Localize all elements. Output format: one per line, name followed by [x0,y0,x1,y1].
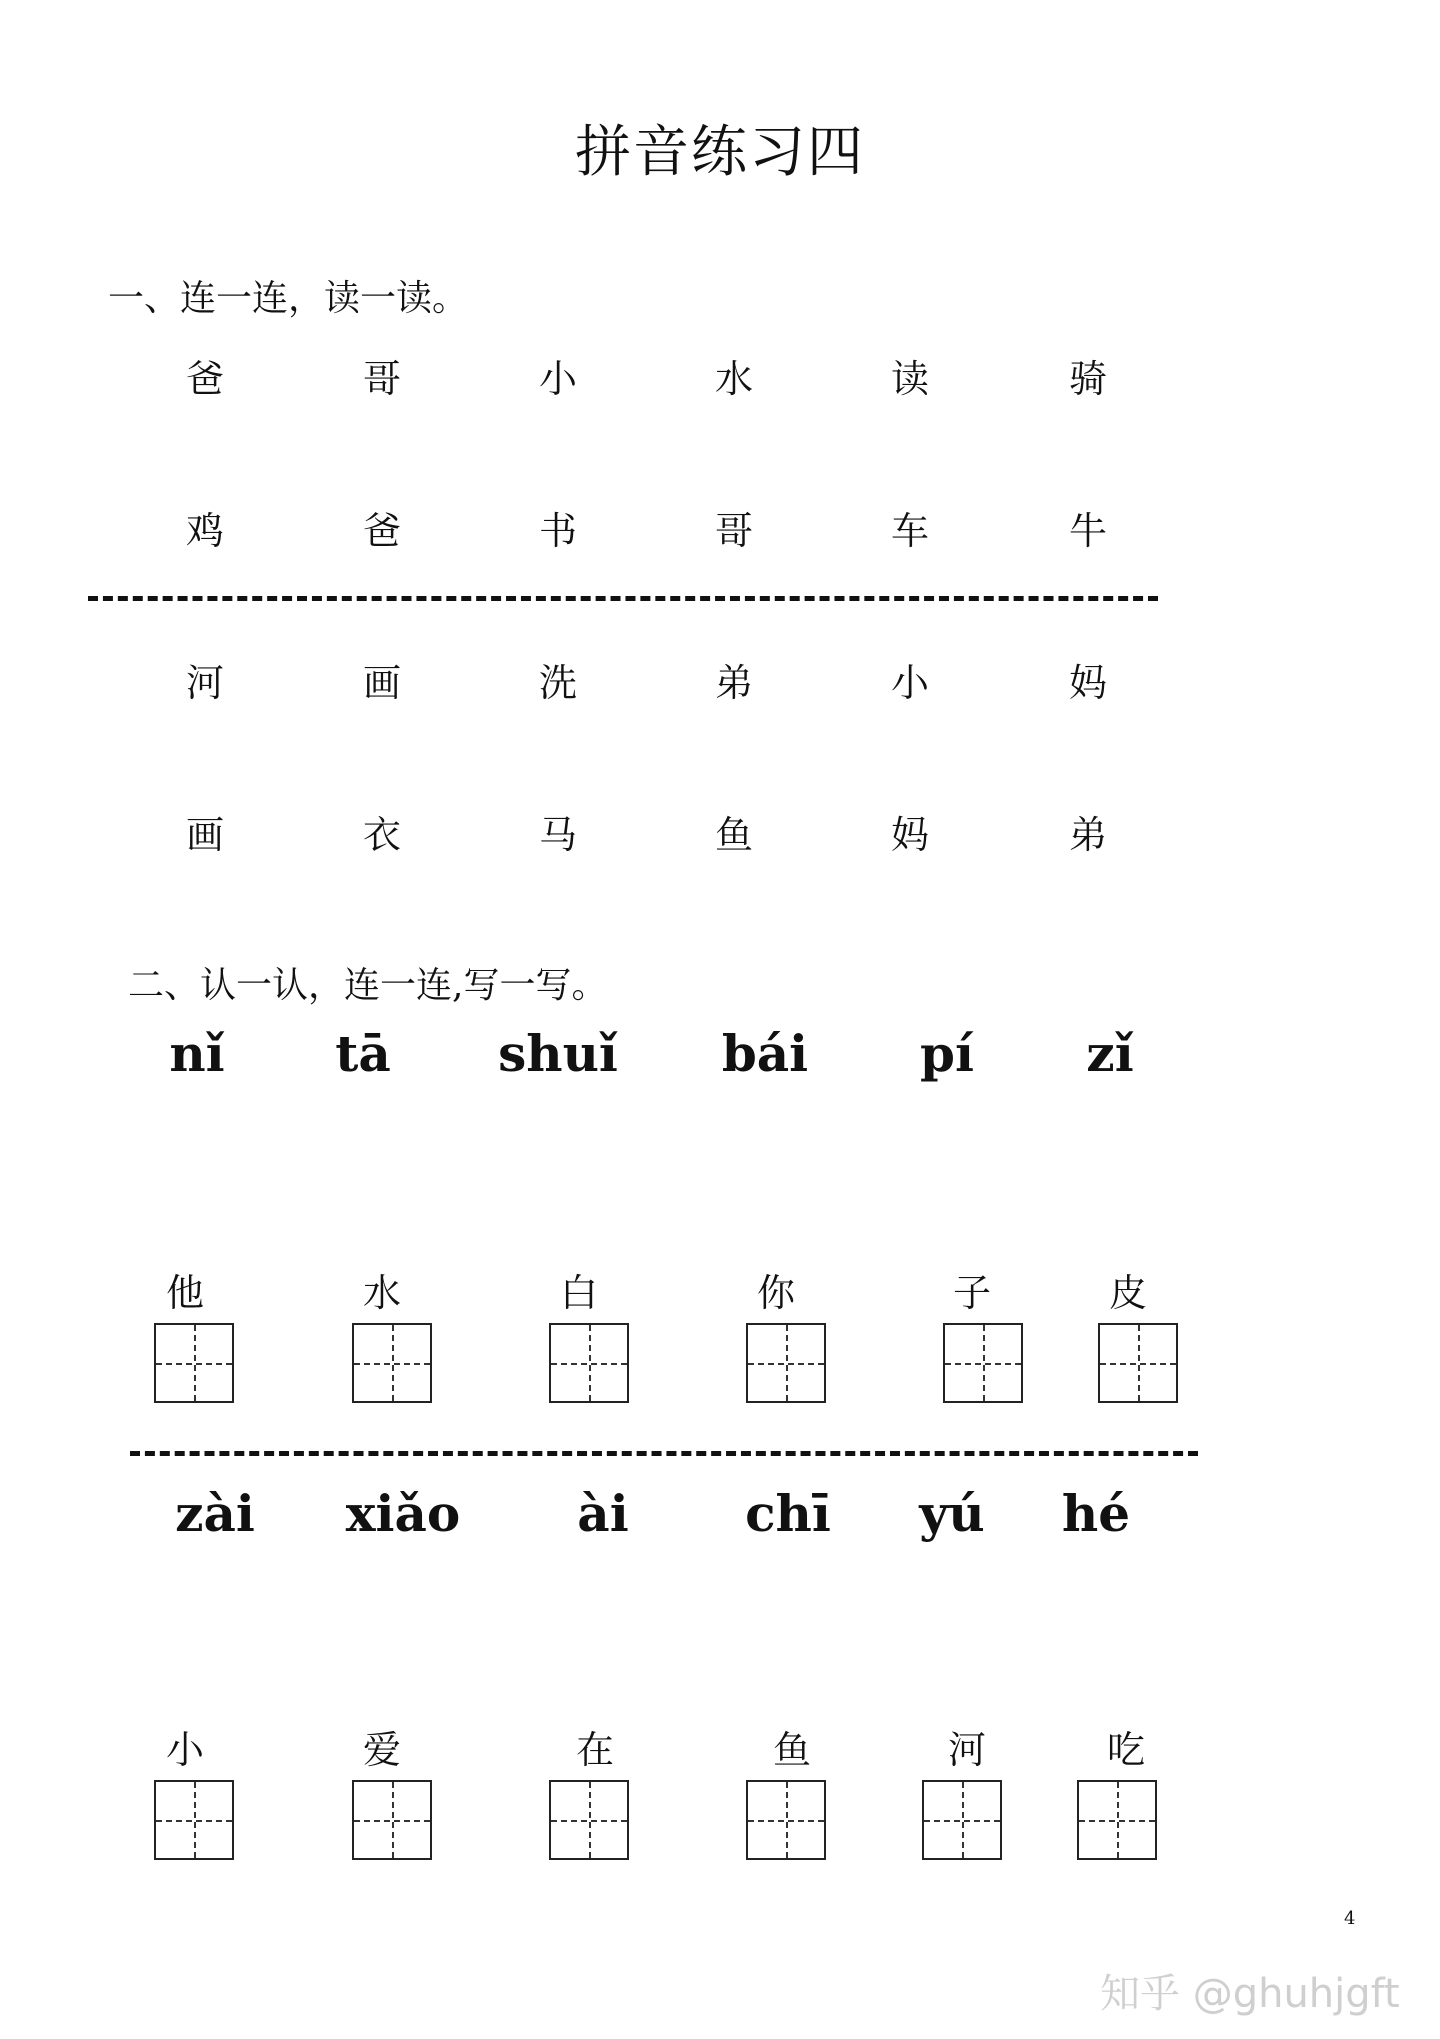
hanzi-char: 水 [714,357,753,401]
page-number: 4 [1344,1908,1356,1929]
writing-grid-box[interactable] [154,1323,234,1403]
hanzi-char: 子 [952,1271,991,1315]
pinyin-word: zǐ [1086,1024,1134,1083]
divider [130,1451,1198,1456]
pinyin-word: yú [919,1484,985,1543]
pinyin-word: tā [335,1024,391,1083]
hanzi-char: 妈 [1068,661,1107,705]
watermark: 知乎 @ghuhjgft [1100,1971,1400,2017]
pinyin-word: shuǐ [498,1024,618,1083]
hanzi-char: 弟 [714,661,753,705]
hanzi-char: 你 [756,1271,795,1315]
hanzi-char: 皮 [1108,1271,1147,1315]
hanzi-char: 马 [538,813,577,857]
page-title: 拼音练习四 [575,120,865,185]
writing-grid-box[interactable] [549,1780,629,1860]
pinyin-word: chī [745,1484,831,1543]
hanzi-char: 牛 [1068,509,1107,553]
hanzi-char: 画 [185,813,224,857]
hanzi-char: 车 [890,509,929,553]
hanzi-char: 水 [362,1271,401,1315]
hanzi-char: 鱼 [772,1728,811,1772]
hanzi-char: 哥 [362,357,401,401]
hanzi-char: 衣 [362,813,401,857]
hanzi-char: 书 [538,509,577,553]
hanzi-char: 小 [890,661,929,705]
writing-grid-box[interactable] [943,1323,1023,1403]
writing-grid-box[interactable] [746,1780,826,1860]
writing-grid-box[interactable] [352,1780,432,1860]
section1-heading: 一、连一连，读一读。 [108,278,469,319]
writing-grid-box[interactable] [549,1323,629,1403]
pinyin-word: nǐ [169,1024,225,1083]
writing-grid-box[interactable] [154,1780,234,1860]
hanzi-char: 爸 [362,509,401,553]
hanzi-char: 吃 [1106,1728,1145,1772]
hanzi-char: 骑 [1068,357,1107,401]
hanzi-char: 洗 [538,661,577,705]
pinyin-word: bái [721,1024,809,1083]
section2-heading: 二、认一认，连一连,写一写。 [128,965,608,1006]
divider [88,596,1158,601]
hanzi-char: 爱 [362,1728,401,1772]
hanzi-char: 哥 [714,509,753,553]
hanzi-char: 小 [165,1728,204,1772]
writing-grid-box[interactable] [1098,1323,1178,1403]
hanzi-char: 在 [575,1728,614,1772]
pinyin-word: xiǎo [345,1484,461,1543]
hanzi-char: 鱼 [714,813,753,857]
pinyin-word: pí [920,1024,974,1083]
hanzi-char: 爸 [185,357,224,401]
hanzi-char: 弟 [1068,813,1107,857]
writing-grid-box[interactable] [1077,1780,1157,1860]
hanzi-char: 他 [165,1271,204,1315]
hanzi-char: 小 [538,357,577,401]
hanzi-char: 妈 [890,813,929,857]
writing-grid-box[interactable] [922,1780,1002,1860]
hanzi-char: 画 [362,661,401,705]
writing-grid-box[interactable] [352,1323,432,1403]
hanzi-char: 鸡 [185,509,224,553]
writing-grid-box[interactable] [746,1323,826,1403]
pinyin-word: hé [1061,1484,1131,1543]
hanzi-char: 白 [559,1271,598,1315]
pinyin-word: ài [577,1484,629,1543]
hanzi-char: 河 [947,1728,986,1772]
pinyin-word: zài [175,1484,255,1543]
hanzi-char: 河 [185,661,224,705]
hanzi-char: 读 [890,357,929,401]
